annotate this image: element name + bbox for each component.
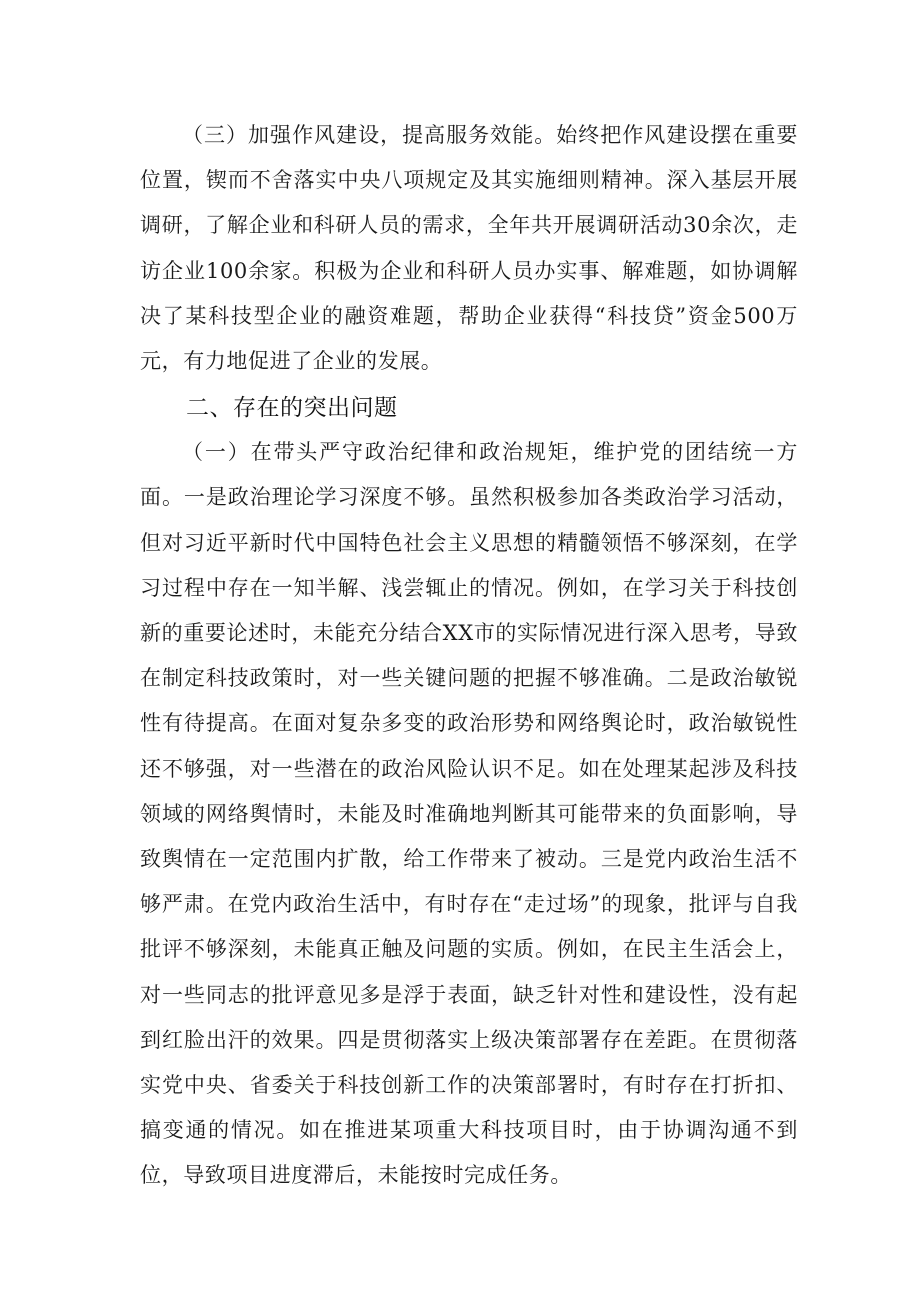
section-heading-problems: 二、存在的突出问题: [186, 395, 398, 422]
issue-1-paragraph: （一）在带头严守政治纪律和政治规矩，维护党的团结统一方面。一是政治理论学习深度不够。虽然积极参加各类政治学习活动，但对习近平新时代中国特色社会主义思想的精髓领悟不够深刻，在学习过程中存在一知半解、浅尝辄止的情况。例如，在学习关于科技创新的重要论述时，未能充分结合XX市的实际情况进行深入思考，导致在制定科技政策时，对一些关键问题的把握不够准确。二是政治敏锐性有待提高。在面对复杂多变的政治形势和网络舆论时，政治敏锐性还不够强，对一些潜在的政治风险认识不足。如在处理某起涉及科技领域的网络舆情时，未能及时准确地判断其可能带来的负面影响，导致舆情在一定范围内扩散，给工作带来了被动。三是党内政治生活不够严肃。在党内政治生活中，有时存在“走过场”的现象，批评与自我批评不够深刻，未能真正触及问题的实质。例如，在民主生活会上，对一些同志的批评意见多是浮于表面，缺乏针对性和建设性，没有起到红脸出汗的效果。四是贯彻落实上级决策部署存在差距。在贯彻落实党中央、省委关于科技创新工作的决策部署时，有时存在打折扣、搞变通的情况。如在推进某项重大科技项目时，由于协调沟通不到位，导致项目进度滞后，未能按时完成任务。: [140, 440, 798, 1188]
section-3-paragraph: （三）加强作风建设，提高服务效能。始终把作风建设摆在重要位置，锲而不舍落实中央八项规定及其实施细则精神。深入基层开展调研，了解企业和科研人员的需求，全年共开展调研活动30余次，走访企业100余家。积极为企业和科研人员办实事、解难题，如协调解决了某科技型企业的融资难题，帮助企业获得“科技贷”资金500万元，有力地促进了企业的发展。: [140, 123, 798, 374]
document-body: [140, 113, 798, 1199]
